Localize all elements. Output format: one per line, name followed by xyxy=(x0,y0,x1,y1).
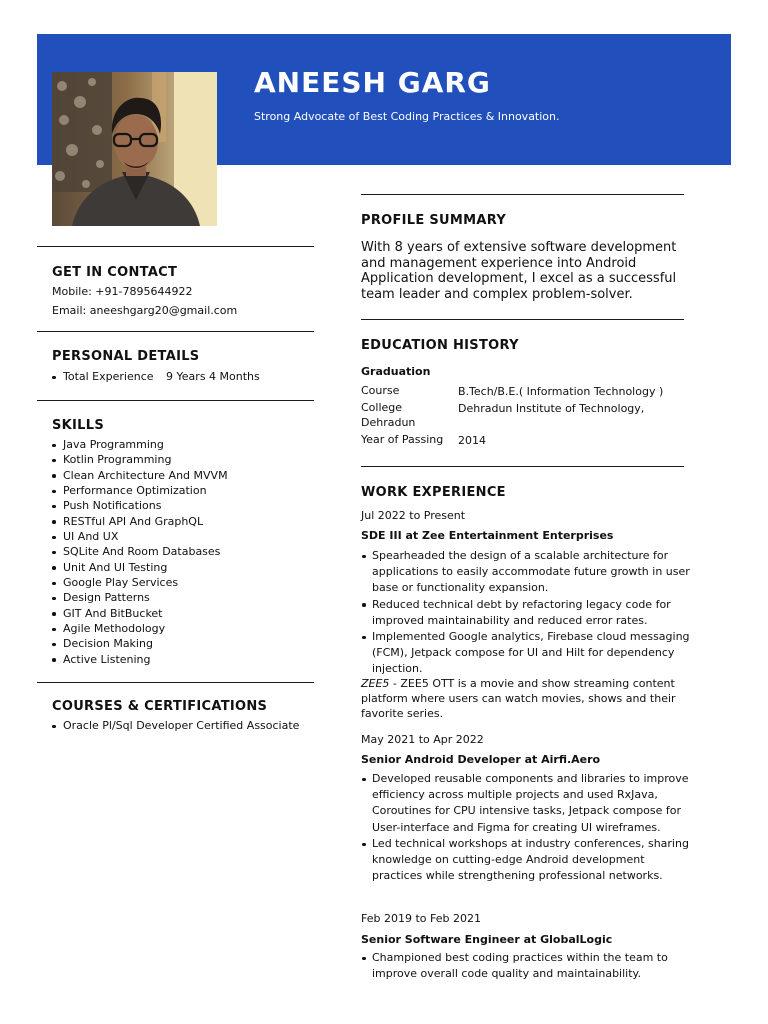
skill-item: Active Listening xyxy=(52,652,228,667)
skill-item: Google Play Services xyxy=(52,575,228,590)
divider xyxy=(37,682,314,683)
course-item: Oracle Pl/Sql Developer Certified Associate xyxy=(52,718,299,733)
education-title: EDUCATION HISTORY xyxy=(361,338,519,353)
profile-photo xyxy=(52,72,217,226)
skill-item: Unit And UI Testing xyxy=(52,560,228,575)
courses-title: COURSES & CERTIFICATIONS xyxy=(52,699,268,714)
skill-item: Java Programming xyxy=(52,437,228,452)
job-bullets xyxy=(361,771,691,884)
job-bullet: Reduced technical debt by refactoring legacy code for improved maintainability and reduced error rates. xyxy=(361,597,691,629)
job-bullet: Led technical workshops at industry conferences, sharing knowledge on cutting-edge Android development practices while strengthening professional networks. xyxy=(361,836,691,885)
summary-text: With 8 years of extensive software development and management experience into Android Application development, I excel as a successful team leader and complex problem-solver. xyxy=(361,240,677,302)
job-description-text: - ZEE5 OTT is a movie and show streaming content platform where users can watch movies, shows and their favorite series. xyxy=(361,677,676,721)
skill-item: Agile Methodology xyxy=(52,621,228,636)
personal-title: PERSONAL DETAILS xyxy=(52,349,200,364)
year-label: Year of Passing xyxy=(361,433,444,446)
job-bullet: Championed best coding practices within the team to improve overall code quality and maintainability. xyxy=(361,950,691,982)
contact-mobile: Mobile: +91-7895644922 xyxy=(52,285,193,298)
job-date: May 2021 to Apr 2022 xyxy=(361,733,484,746)
personal-label: Total Experience xyxy=(63,370,154,383)
list-item xyxy=(52,369,260,384)
job-title: SDE III at Zee Entertainment Enterprises xyxy=(361,529,614,542)
skill-item: Performance Optimization xyxy=(52,483,228,498)
skill-item: Push Notifications xyxy=(52,498,228,513)
skill-item: Clean Architecture And MVVM xyxy=(52,468,228,483)
divider xyxy=(361,194,684,195)
job-bullets xyxy=(361,950,691,982)
college-value: Dehradun Institute of Technology, xyxy=(458,402,645,415)
course-label: Course xyxy=(361,384,400,397)
year-value: 2014 xyxy=(458,434,486,447)
skill-item: Kotlin Programming xyxy=(52,452,228,467)
personal-value: 9 Years 4 Months xyxy=(166,370,260,383)
skills-title: SKILLS xyxy=(52,418,105,433)
job-bullet: Implemented Google analytics, Firebase cloud messaging (FCM), Jetpack compose for UI and Hilt for dependency injection. xyxy=(361,629,691,678)
college-label: College xyxy=(361,401,403,414)
skill-item: UI And UX xyxy=(52,529,228,544)
divider xyxy=(361,466,684,467)
skill-item: Decision Making xyxy=(52,636,228,651)
skill-item: RESTful API And GraphQL xyxy=(52,514,228,529)
job-title: Senior Software Engineer at GlobalLogic xyxy=(361,933,613,946)
contact-title: GET IN CONTACT xyxy=(52,265,178,280)
job-date: Feb 2019 to Feb 2021 xyxy=(361,912,481,925)
work-title: WORK EXPERIENCE xyxy=(361,485,506,500)
job-bullet: Developed reusable components and libraries to improve efficiency across multiple projects and used RxJava, Coroutines for CPU intensive tasks, Jetpack compose for User-interface and Figma for creating UI wireframes. xyxy=(361,771,691,836)
skills-list xyxy=(52,437,228,667)
candidate-name: ANEESH GARG xyxy=(254,66,491,99)
course-value: B.Tech/B.E.( Information Technology ) xyxy=(458,385,664,398)
education-level: Graduation xyxy=(361,365,431,378)
personal-list xyxy=(52,369,260,384)
contact-email: Email: aneeshgarg20@gmail.com xyxy=(52,304,238,317)
tagline: Strong Advocate of Best Coding Practices & Innovation. xyxy=(254,110,560,123)
divider xyxy=(361,319,684,320)
job-bullet: Spearheaded the design of a scalable architecture for applications to easily accommodate future growth in user base or functionality expansion. xyxy=(361,548,691,597)
job-bullets xyxy=(361,548,691,678)
profile-photo-icon xyxy=(52,72,217,226)
college-value-continued: Dehradun xyxy=(361,416,416,429)
job-date: Jul 2022 to Present xyxy=(361,509,466,522)
divider xyxy=(37,331,314,332)
job-title: Senior Android Developer at Airfi.Aero xyxy=(361,753,601,766)
skill-item: Design Patterns xyxy=(52,590,228,605)
job-description xyxy=(361,676,686,722)
divider xyxy=(37,400,314,401)
divider xyxy=(37,246,314,247)
skill-item: GIT And BitBucket xyxy=(52,606,228,621)
summary-title: PROFILE SUMMARY xyxy=(361,213,507,228)
skill-item: SQLite And Room Databases xyxy=(52,544,228,559)
courses-list xyxy=(52,718,299,733)
product-name: ZEE5 xyxy=(361,677,390,690)
